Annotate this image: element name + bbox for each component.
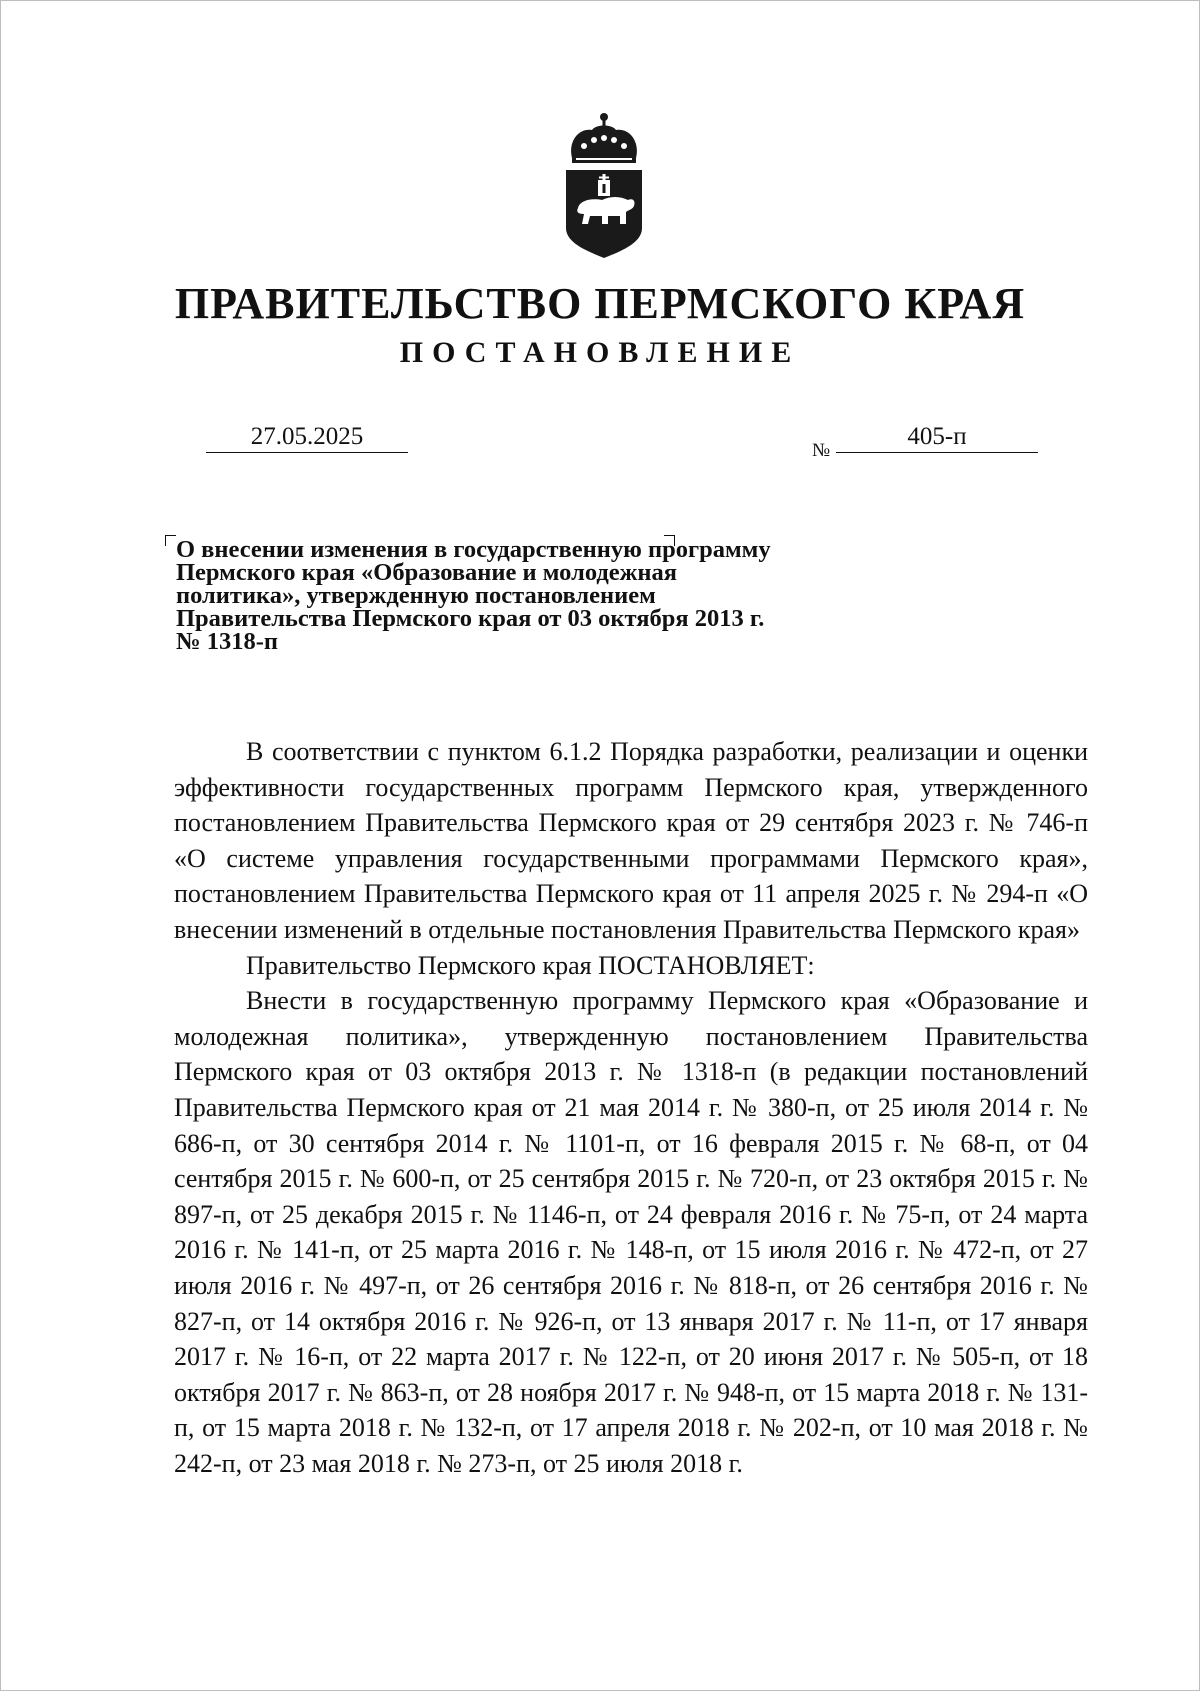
document-date: 27.05.2025 bbox=[206, 422, 408, 453]
document-number: 405-п bbox=[836, 422, 1038, 453]
subject-corner-left bbox=[165, 535, 176, 546]
body-paragraph-resolves: Правительство Пермского края ПОСТАНОВЛЯЕТ: bbox=[246, 950, 815, 980]
body-paragraph-amendment: Внести в государственную программу Пермского края «Образование и молодежная политика», утвержденную постановлением Правительства Пермского края от 03 октября 2013 г. № 1318-п (в редакции постановлений Правительства Пермского края от 21 мая 2014 г. № 380-п, от 25 июля 2014 г. № 686-п, от 30 сентября 2014 г. № 1101-п, от 16 февраля 2015 г. № 68-п, от 04 сентября 2015 г. № 600-п, от 25 сентября 2015 г. № 720-п, от 23 октября 2015 г. № 897-п, от 25 декабря 2015 г. № 1146-п, от 24 февраля 2016 г. № 75-п, от 24 марта 2016 г. № 141-п, от 25 марта 2016 г. № 148-п, от 15 июля 2016 г. № 472-п, от 27 июля 2016 г. № 497-п, от 26 сентября 2016 г. № 818-п, от 26 сентября 2016 г. № 827-п, от 14 октября 2016 г. № 926-п, от 13 января 2017 г. № 11-п, от 17 января 2017 г. № 16-п, от 22 марта 2017 г. № 122-п, от 20 июня 2017 г. № 505-п, от 18 октября 2017 г. № 863-п, от 28 ноября 2017 г. № 948-п, от 15 марта 2018 г. № 131-п, от 15 марта 2018 г. № 132-п, от 17 апреля 2018 г. № 202-п, от 10 мая 2018 г. № 242-п, от 23 мая 2018 г. № 273-п, от 25 июля 2018 г. bbox=[174, 986, 1088, 1478]
document-type: ПОСТАНОВЛЕНИЕ bbox=[399, 336, 801, 369]
government-title: ПРАВИТЕЛЬСТВО ПЕРМСКОГО КРАЯ bbox=[174, 279, 1026, 328]
document-body bbox=[174, 734, 1088, 1481]
perm-krai-coat-of-arms-icon bbox=[558, 112, 650, 260]
number-sign: № bbox=[812, 440, 831, 461]
document-subject: О внесении изменения в государственную программу Пермского края «Образование и молодежная политика», утвержденную постановлением Правительства Пермского края от 03 октября 2013 г. № 1318-п bbox=[176, 536, 771, 655]
body-paragraph-basis: В соответствии с пунктом 6.1.2 Порядка разработки, реализации и оценки эффективности государственных программ Пермского края, утвержденного постановлением Правительства Пермского края от 29 сентября 2023 г. № 746-п «О системе управления государственными программами Пермского края», постановлением Правительства Пермского края от 11 апреля 2025 г. № 294-п «О внесении изменений в отдельные постановления Правительства Пермского края» bbox=[174, 737, 1088, 944]
